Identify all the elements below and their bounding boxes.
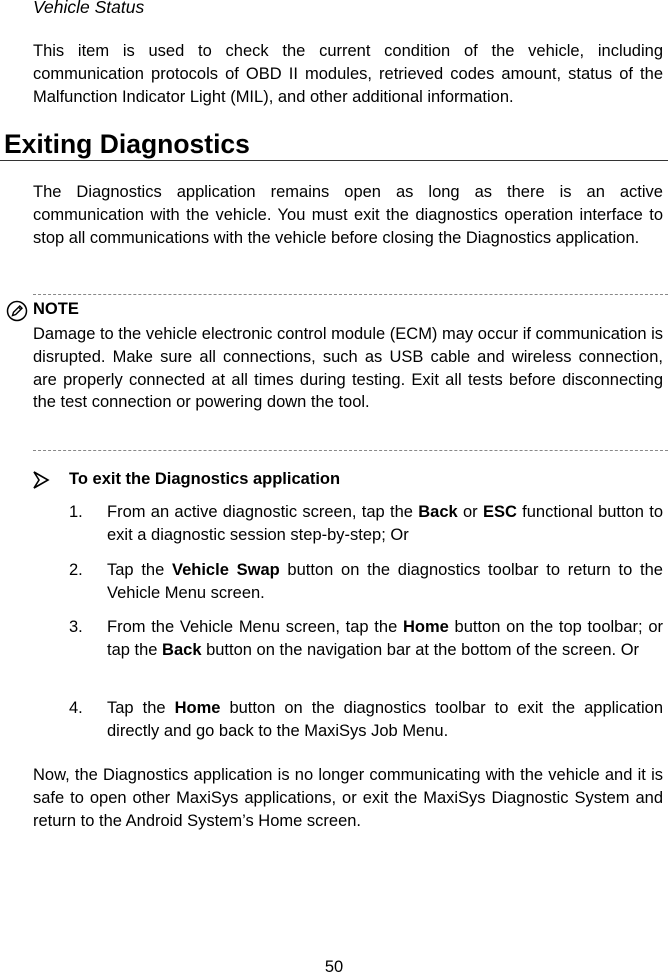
- sub-heading-vehicle-status: Vehicle Status: [33, 0, 145, 17]
- arrow-bullet-icon: [32, 470, 50, 490]
- section-rule: [0, 160, 668, 161]
- step-1-text: From an active diagnostic screen, tap the Back or ESC functional button to exit a diagnostic session step-by-step; Or: [107, 503, 663, 544]
- step-number: 1.: [69, 503, 83, 521]
- page-number: 50: [324, 958, 344, 976]
- note-bottom-divider: [33, 450, 668, 451]
- vehicle-status-paragraph: This item is used to check the current condition of the vehicle, including communication protocols of OBD II modules, retrieved codes amount, status of the Malfunction Indicator Light (MIL), and other additional information.: [33, 42, 663, 106]
- note-label: NOTE: [33, 300, 79, 318]
- intro-paragraph: The Diagnostics application remains open as long as there is an active communication with the vehicle. You must exit the diagnostics operation interface to stop all communications with the vehicle before closing the Diagnostics application.: [33, 183, 663, 247]
- closing-paragraph: Now, the Diagnostics application is no longer communicating with the vehicle and it is safe to open other MaxiSys applications, or exit the MaxiSys Diagnostic System and return to the Android System’s Home screen.: [33, 766, 663, 830]
- step-number: 2.: [69, 561, 83, 579]
- note-top-divider: [33, 294, 668, 295]
- step-3-text: From the Vehicle Menu screen, tap the Home button on the top toolbar; or tap the Back button on the navigation bar at the bottom of the screen. Or: [107, 618, 663, 659]
- step-number: 3.: [69, 618, 83, 636]
- pencil-note-icon: [6, 300, 28, 322]
- step-number: 4.: [69, 699, 83, 717]
- section-title: Exiting Diagnostics: [4, 129, 250, 159]
- step-2-text: Tap the Vehicle Swap button on the diagnostics toolbar to return to the Vehicle Menu screen.: [107, 561, 663, 602]
- step-4-text: Tap the Home button on the diagnostics toolbar to exit the application directly and go back to the MaxiSys Job Menu.: [107, 699, 663, 740]
- procedure-title: To exit the Diagnostics application: [69, 470, 341, 488]
- note-text: Damage to the vehicle electronic control module (ECM) may occur if communication is disrupted. Make sure all connections, such as USB cable and wireless connection, are properly connected at all times during testing. Exit all tests before disconnecting the test connection or powering down the tool.: [33, 325, 663, 412]
